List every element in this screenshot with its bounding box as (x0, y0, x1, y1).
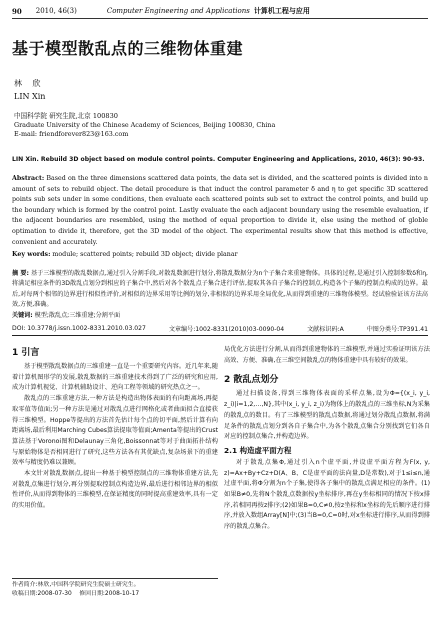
body-paragraph: 对于散乱点集Φ,通过引入n个虚平面,并设虚平面方程为F(x, y, z)=Ax+By+Cz+D(A、B、C是虚平面的法向量,D是常数),对于1≤i≤n,通过虚平面,将Φ分割为n个子集,使得各子集中的散乱点满足相应的条件。(1)如果B≠0,先将N个散乱点数据按y坐标排序,再在y坐标相同的情况下按x排序,若相同再按z排序;(2)如果B=0,C≠0,按z坐标和x坐标的先后顺序进行排序,并放入数组Array[N]中;(3)当B=0,C=0时,对x坐标进行排序,从而得到排序的散乱点集合。 (224, 458, 430, 531)
author-name-cn: 林 欣 (14, 79, 45, 88)
abstract-en-text: Based on the three dimensions scattered data points, the data set is divided, and the scattered points is divided into n amount of sets to rebuild object. The detail procedure is that induct the control parameter δ and η to get specific 3D scattered points sub sets under in some conditions, then evaluate each scattered points sub set to extract the control points, and build up the boundary which is formed by the control point. Lastly evaluate the each adjacent boundary using the resemble evaluation, if the adjacent boundaries are resembled, using the method of equal proportion to divide it, else using the method of globle optimation to divide it, therefore, get the 3D model of the object. The experimental results show that this method is effective, convenient and accurately. (12, 175, 428, 246)
body-paragraph: 局优化方法进行分割,从而得到重建物体的三维模型,并通过实验证明该方法高效、方便、准确,在三维空间散乱点的物体重建中具有较好的效果。 (224, 346, 430, 364)
running-head (12, 4, 428, 19)
keywords-en-label: Key words: (12, 251, 51, 258)
affiliation-en: Graduate University of the Chinese Academy of Sciences, Beijing 100830, China (14, 121, 276, 129)
body-paragraph: 通过扫描设备,得到三维物体表面的采样点集,设为Φ={(x_i, y_i, z_i)|i=1,2,…,N},其中(x_i, y_i, z_i)为物体上的散乱点的三维坐标,N为采集的散乱点的数目。有了三维模型的散乱点数据,将通过划分散乱点数据,将满足条件的散乱点划分到各自子集合中,为各个散乱点集合分别找到它们各自对应的控制点集合,并构造边界。 (224, 390, 430, 441)
abstract-cn-text: 基于三维模型的散乱数据点,通过引入分割手段,对散乱数据进行划分,将散乱数据分为n个子集合来重建物体。具体的过程,是通过引入控制参数δ和η,将满足相应条件的3D散乱点划分到相应的子集合中,然后对各个散乱点子集合进行评估,提取其各自子集合的控制点,构造各个子集的控制点构成的边界。最后,对每两个相邻的边界进行相似性评价,对相似的边界采用等比例的划分,非相似的边界采用全局优化,从而得到重建的三维物体模型。经试验验证该方法高效,方便,准确。 (12, 270, 428, 309)
author-bio: 作者简介:林欣,中国科学院研究生院硕士研究生。 (12, 582, 140, 588)
abstract-cn-label: 摘 要: (12, 270, 29, 277)
keywords-en-text: module; scattered points; rebuild 3D object; divide planar (52, 251, 238, 258)
keywords-cn-text: 模型;散乱点;三维重建;分割平面 (34, 312, 121, 319)
journal-name-cn: 计算机工程与应用 (253, 7, 310, 15)
citation-line: LIN Xin. Rebuild 3D object based on module control points. Computer Engineering and Applications, 2010, 46(3): 90-93. (12, 156, 425, 163)
affiliation-en-block (14, 121, 428, 139)
body-column-left (12, 345, 218, 512)
author-email: E-mail: friendforever823@163.com (14, 130, 129, 138)
paper-title: 基于模型散乱点的三维物体重建 (12, 39, 244, 58)
keywords-cn-label: 关键词: (12, 312, 33, 319)
issue-info: 2010, 46(3) (35, 7, 77, 15)
abstract-en (12, 174, 428, 248)
journal-name-en: Computer Engineering and Applications (106, 7, 250, 15)
article-meta (12, 322, 428, 336)
clc-number: 中图分类号:TP391.41 (366, 326, 428, 333)
section-heading-intro: 1 引言 (12, 348, 40, 358)
page-number: 90 (12, 6, 22, 16)
received-text: 收稿日期:2008-07-30 (12, 591, 72, 597)
body-paragraph: 散乱点的三维重建方法,一种方法是构造出物体表面的有向距离场,再提取零值等值面;另一种方法是通过对散乱点进行网格化或者曲面拟合直接获得三维模型。Hoppe等提出的方法首先估计每个点的切平面,然后计算有向距离场,最后利用Marching Cubes算法提取等值面;Amenta等提出的Crust算法基于Voronoi图和Delaunay三角化,Boissonnat等对于曲面拓扑结构与原始物体是否相同进行了研究,这些方法各有其优缺点,复杂场景下的重建效率与精度仍难以兼顾。 (12, 395, 218, 467)
affiliation-cn: 中国科学院 研究生院,北京 100830 (14, 112, 118, 120)
body-paragraph: 基于模型散乱数据点的三维重建一直是一个重要研究内容。近几年来,随着计算机图形学的发展,散乱数据的三维重建技术得到了广泛的研究和应用,成为计算机视觉、计算机辅助设计、逆向工程等领域的研究热点之一。 (12, 363, 218, 392)
subsection-heading: 2.1 构造虚平面方程 (224, 445, 292, 455)
body-paragraph: 本文针对散乱数据点,提出一种基于模型控制点的三维物体重建方法,先对散乱点集进行划分,再分别提取控制点构造边界,最后进行相邻边界的相似性评价,从而得到物体的三维模型,在保证精度的同时提高重建效率,具有一定的实用价值。 (12, 470, 218, 510)
section-heading-partition: 2 散乱点划分 (224, 375, 279, 386)
document-code: 文献标识码:A (307, 326, 344, 333)
keywords-cn (12, 310, 120, 319)
doi: DOI: 10.3778/j.issn.1002-8331.2010.03.027 (12, 325, 146, 332)
footnote (12, 578, 218, 599)
keywords-en (12, 251, 428, 258)
author-name-en: LIN Xin (14, 92, 46, 101)
received-date (12, 590, 218, 599)
abstract-en-label: Abstract: (12, 175, 45, 182)
article-number: 文章编号:1002-8331(2010)03-0090-04 (168, 326, 285, 333)
abstract-cn (12, 269, 428, 311)
revised-text: 修回日期:2008-10-17 (79, 591, 140, 597)
body-column-right (224, 345, 430, 533)
